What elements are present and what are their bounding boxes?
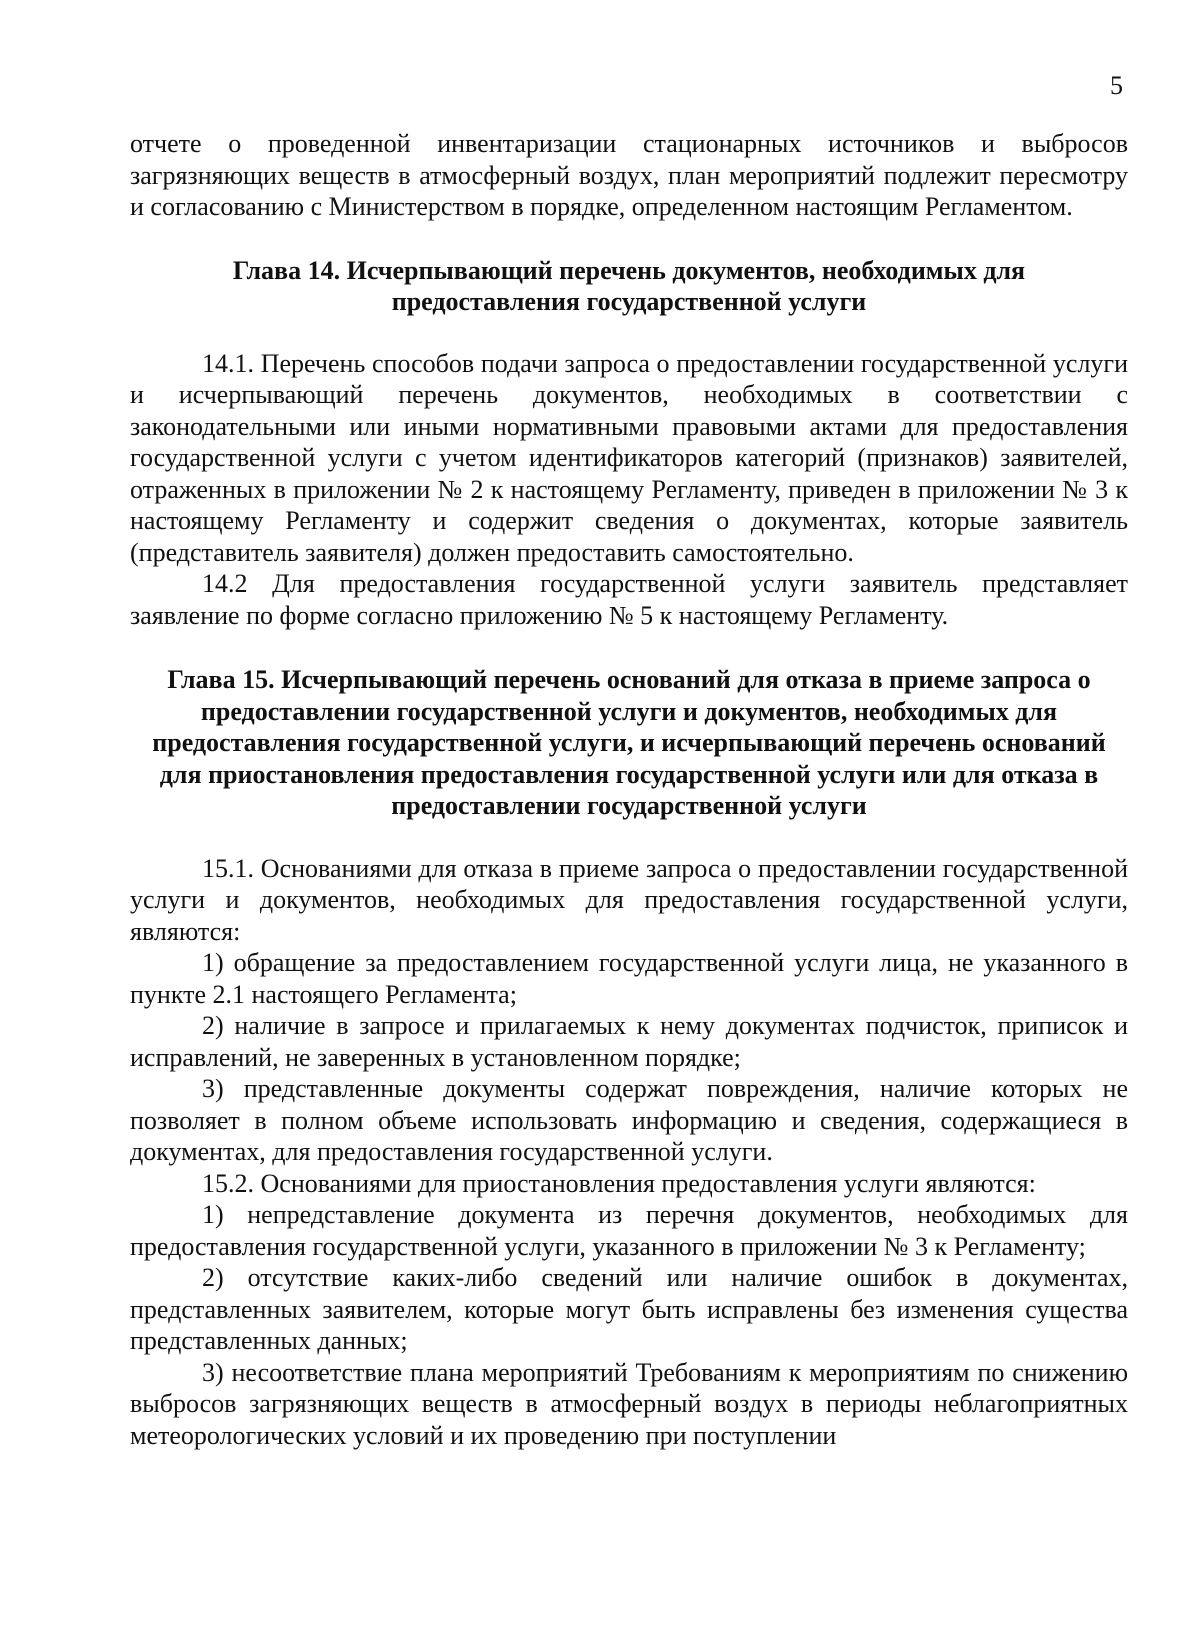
list-item-15-1-1: 1) обращение за предоставлением государственной услуги лица, не указанного в пункте 2.1 настоящего Регламента; bbox=[130, 948, 1128, 1009]
list-item-15-2-2: 2) отсутствие каких-либо сведений или наличие ошибок в документах, представленных заявителем, которые могут быть исправлены без изменения существа представленных данных; bbox=[130, 1263, 1128, 1355]
paragraph-15-1: 15.1. Основаниями для отказа в приеме запроса о предоставлении государственной услуги и документов, необходимых для предоставления государственной услуги, являются: bbox=[130, 853, 1128, 946]
intro-paragraph: отчете о проведенной инвентаризации стационарных источников и выбросов загрязняющих веществ в атмосферный воздух, план мероприятий подлежит пересмотру и согласованию с Министерством в порядке, определенном настоящим Регламентом. bbox=[130, 129, 1128, 221]
paragraph-14-2: 14.2 Для предоставления государственной услуги заявитель представляет заявление по форме согласно приложению № 5 к настоящему Регламенту. bbox=[130, 569, 1128, 630]
paragraph-14-1: 14.1. Перечень способов подачи запроса о предоставлении государственной услуги и исчерпывающий перечень документов, необходимых в соответствии с законодательными или иными нормативными правовыми актами для предоставления государственной услуги с учетом идентификаторов категорий (признаков) заявителей, отраженных в приложении № 2 к настоящему Регламенту, приведен в приложении № 3 к настоящему Регламенту и содержит сведения о документах, которые заявитель (представитель заявителя) должен предоставить самостоятельно. bbox=[130, 348, 1128, 567]
paragraph-15-2: 15.2. Основаниями для приостановления предоставления услуги являются: bbox=[202, 1168, 1036, 1198]
chapter-14-heading: Глава 14. Исчерпывающий перечень документов, необходимых для предоставления государственной услуги bbox=[232, 255, 1026, 316]
list-item-15-1-3: 3) представленные документы содержат повреждения, наличие которых не позволяет в полном объеме использовать информацию и сведения, содержащиеся в документах, для предоставления государственной услуги. bbox=[130, 1074, 1128, 1166]
page-number: 5 bbox=[1110, 71, 1123, 100]
list-item-15-2-3: 3) несоответствие плана мероприятий Требованиям к мероприятиям по снижению выбросов загрязняющих веществ в атмосферный воздух в периоды неблагоприятных метеорологических условий и их проведению при поступлении bbox=[130, 1357, 1128, 1450]
list-item-15-1-2: 2) наличие в запросе и прилагаемых к нему документах подчисток, приписок и исправлений, не заверенных в установленном порядке; bbox=[130, 1011, 1128, 1072]
list-item-15-2-1: 1) непредставление документа из перечня документов, необходимых для предоставления государственной услуги, указанного в приложении № 3 к Регламенту; bbox=[130, 1200, 1128, 1261]
chapter-15-heading: Глава 15. Исчерпывающий перечень оснований для отказа в приеме запроса о предоставлении государственной услуги и документов, необходимых для предоставления государственной услуги, и исчерпывающий перечень оснований для приостановления предоставления государственной услуги или для отказа в предоставлении государственной услуги bbox=[152, 665, 1106, 820]
document-body bbox=[130, 128, 1128, 1451]
